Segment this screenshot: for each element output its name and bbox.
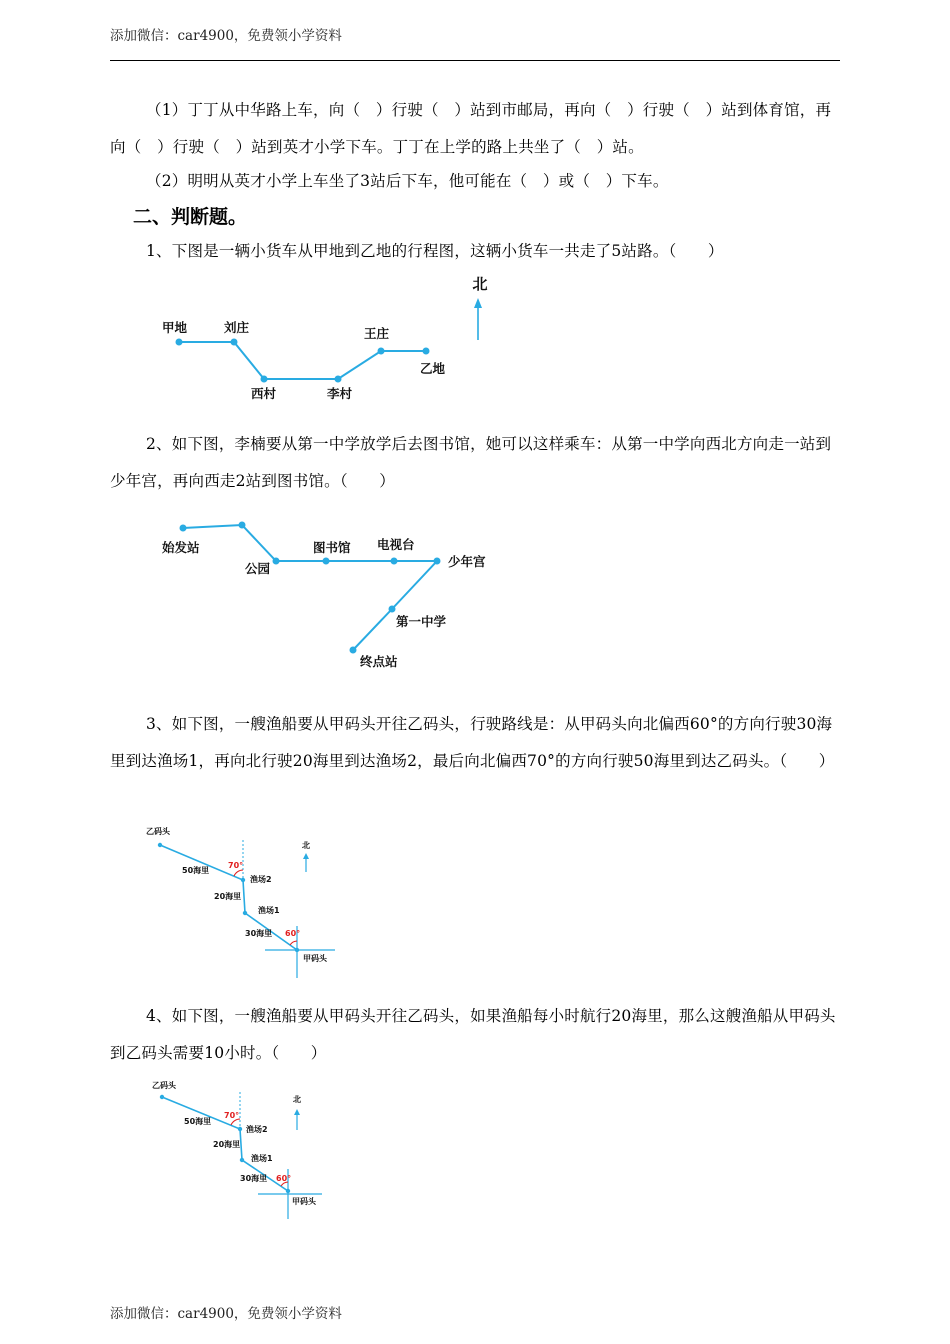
distance-50-label: 50海里 [184, 1117, 212, 1126]
distance-20-label: 20海里 [213, 1140, 241, 1149]
station-dot [350, 647, 357, 654]
station-label: 李村 [327, 386, 353, 401]
station-dot [423, 348, 430, 355]
distance-20-label: 20海里 [214, 892, 242, 901]
station-label: 始发站 [162, 540, 200, 555]
station-label: 甲地 [162, 320, 188, 335]
station-dot [231, 339, 238, 346]
angle-70-label: 70° [224, 1111, 240, 1120]
station-dot [335, 376, 342, 383]
route-map-2 [0, 515, 950, 675]
station-label: 刘庄 [224, 320, 250, 335]
station-label: 电视台 [377, 537, 415, 552]
section-title: 二、判断题。 [133, 206, 248, 228]
station-dot [391, 558, 398, 565]
station-dot [434, 558, 441, 565]
station-label: 公园 [245, 561, 271, 576]
north-arrow-head [474, 298, 482, 308]
station-dot [273, 558, 280, 565]
point-dot [286, 1189, 290, 1193]
station-label: 终点站 [360, 654, 398, 669]
station-label: 第一中学 [396, 614, 447, 629]
station-label: 少年宫 [448, 554, 486, 569]
north-label: 北 [472, 275, 488, 293]
farm2-label: 渔场2 [250, 875, 272, 884]
question-part-1: （1）丁丁从中华路上车，向（ ）行驶（ ）站到市邮局，再向（ ）行驶（ ）站到体育馆，再向（ ）行驶（ ）站到英才小学下车。丁丁在上学的路上共坐了（ ）站。 [110, 101, 832, 156]
point-dot [243, 911, 247, 915]
judge-question-2: 2、如下图，李楠要从第一中学放学后去图书馆，她可以这样乘车：从第一中学向西北方向走一站到少年宫，再向西走2站到图书馆。（ ） [110, 435, 832, 490]
question-part-2: （2）明明从英才小学上车坐了3站后下车，他可能在（ ）或（ ）下车。 [146, 172, 669, 190]
dock-a-label: 甲码头 [303, 954, 327, 963]
station-label: 西村 [251, 386, 277, 401]
north-label: 北 [302, 841, 310, 850]
station-dot [261, 376, 268, 383]
station-dot [176, 339, 183, 346]
route-map-1 [0, 270, 950, 410]
north-label: 北 [293, 1095, 301, 1104]
boat-route-map-1 [0, 820, 950, 980]
page-header: 添加微信：car4900，免费领小学资料 [110, 28, 342, 44]
header-divider [110, 60, 840, 61]
distance-30-label: 30海里 [245, 929, 273, 938]
angle-70-label: 70° [228, 861, 244, 870]
station-dot [323, 558, 330, 565]
point-dot [160, 1095, 164, 1099]
boat-route-map-2 [0, 1072, 950, 1222]
station-dot [239, 522, 246, 529]
station-dot [378, 348, 385, 355]
dock-a-label: 甲码头 [292, 1197, 316, 1206]
point-dot [241, 878, 245, 882]
angle-arc-70 [234, 870, 243, 876]
farm2-label: 渔场2 [246, 1125, 268, 1134]
station-label: 乙地 [420, 361, 446, 376]
judge-question-1: 1、下图是一辆小货车从甲地到乙地的行程图，这辆小货车一共走了5站路。（ ） [146, 242, 724, 260]
station-dot [389, 606, 396, 613]
distance-30-label: 30海里 [240, 1174, 268, 1183]
point-dot [238, 1127, 242, 1131]
dock-b-label: 乙码头 [146, 827, 170, 836]
angle-arc-60 [290, 941, 297, 945]
route-line [179, 342, 426, 379]
distance-50-label: 50海里 [182, 866, 210, 875]
station-dot [180, 525, 187, 532]
point-dot [158, 843, 162, 847]
page-footer: 添加微信：car4900，免费领小学资料 [110, 1306, 342, 1322]
dock-b-label: 乙码头 [152, 1081, 176, 1090]
angle-60-label: 60° [285, 929, 301, 938]
point-dot [295, 948, 299, 952]
angle-60-label: 60° [276, 1174, 292, 1183]
farm1-label: 渔场1 [258, 906, 280, 915]
point-dot [240, 1158, 244, 1162]
north-arrow-head [294, 1109, 300, 1115]
judge-question-4: 4、如下图，一艘渔船要从甲码头开往乙码头，如果渔船每小时航行20海里，那么这艘渔船从甲码头到乙码头需要10小时。（ ） [110, 1007, 836, 1062]
north-arrow-head [303, 853, 309, 859]
farm1-label: 渔场1 [251, 1154, 273, 1163]
station-label: 图书馆 [313, 540, 351, 555]
station-label: 王庄 [364, 326, 390, 341]
judge-question-3: 3、如下图，一艘渔船要从甲码头开往乙码头，行驶路线是：从甲码头向北偏西60°的方向行驶30海里到达渔场1，再向北行驶20海里到达渔场2，最后向北偏西70°的方向行驶50海里到达乙码头。（ ） [110, 715, 835, 770]
